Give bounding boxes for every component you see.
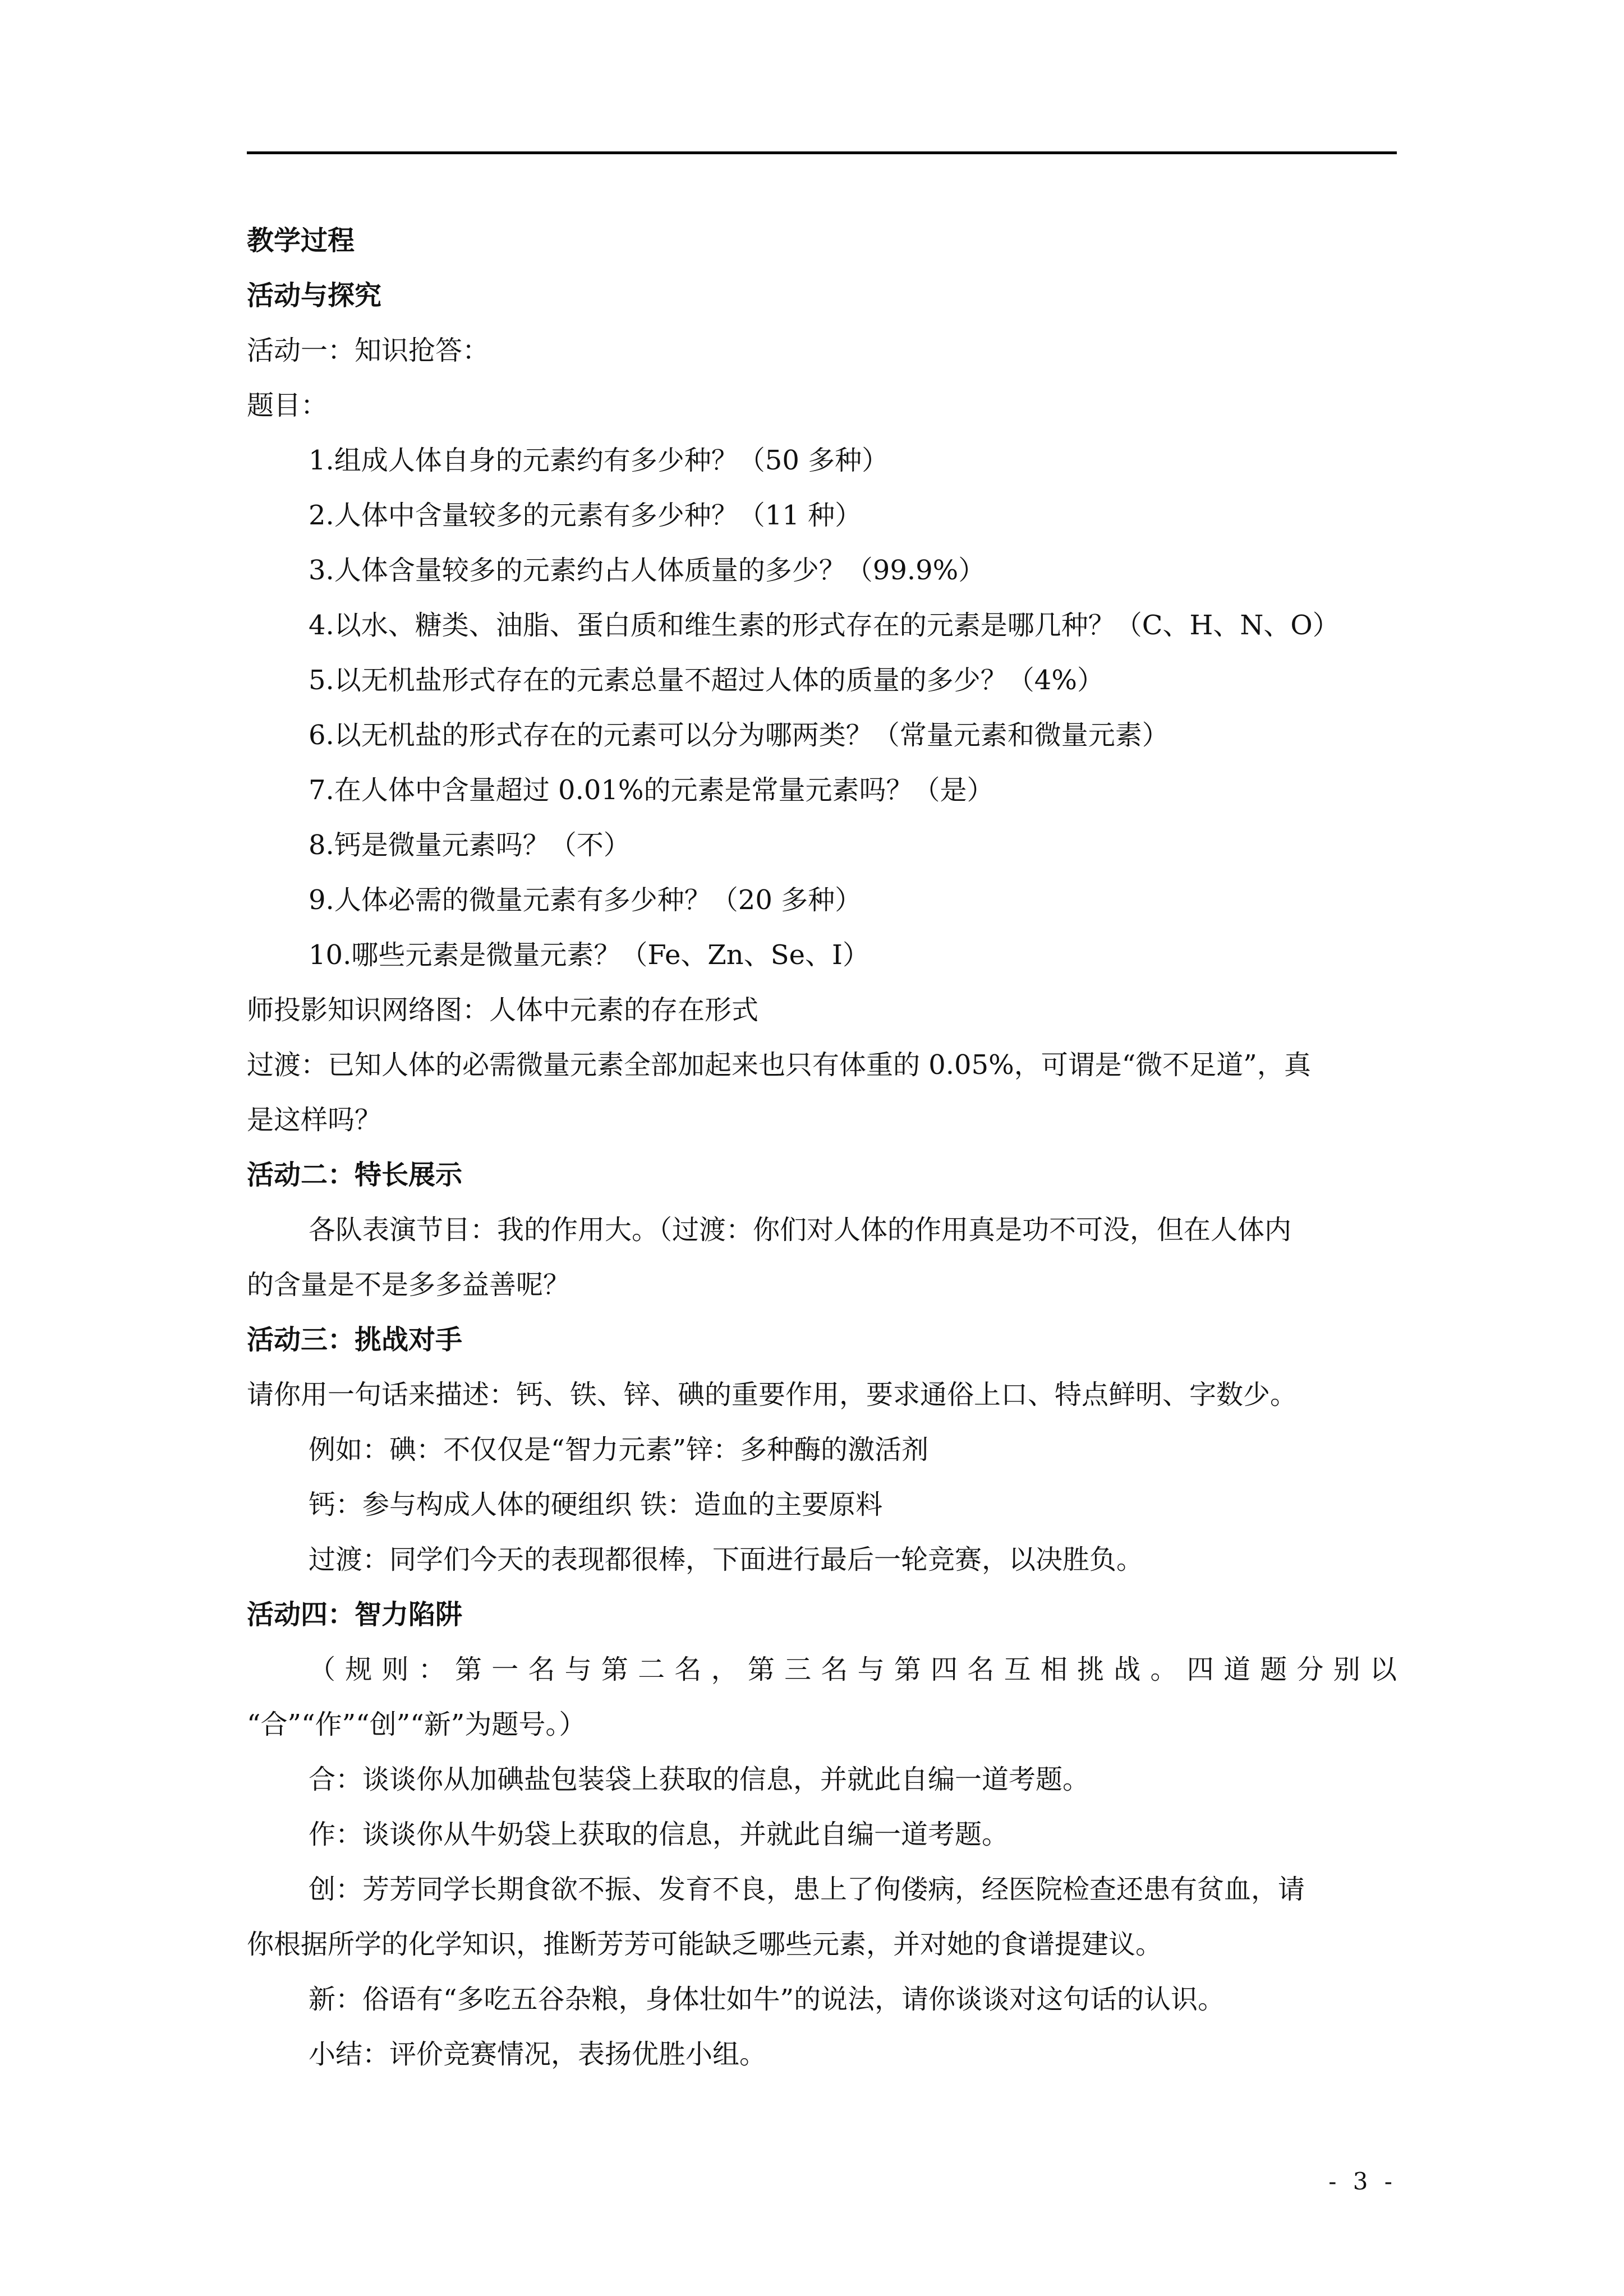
activity4-rules-line1: （规则：第一名与第二名，第三名与第四名互相挑战。四道题分别以 — [309, 1654, 1397, 1685]
activity4-item-he: 合：谈谈你从加碘盐包装袋上获取的信息，并就此自编一道考题。 — [309, 1764, 1090, 1795]
transition-text-line2: 是这样吗？ — [247, 1104, 382, 1136]
question-list — [247, 433, 1397, 983]
question-item: 5.以无机盐形式存在的元素总量不超过人体的质量的多少？（4%） — [309, 665, 1104, 696]
activity3-heading: 活动三：挑战对手 — [247, 1324, 463, 1356]
question-item: 9.人体必需的微量元素有多少种？（20 多种） — [309, 884, 862, 916]
activity3-example1: 例如：碘：不仅仅是“智力元素”锌：多种酶的激活剂 — [309, 1434, 929, 1465]
activity3-example2: 钙：参与构成人体的硬组织 铁：造血的主要原料 — [309, 1489, 883, 1520]
question-item: 8.钙是微量元素吗？（不） — [309, 829, 631, 861]
question-item: 2.人体中含量较多的元素有多少种？（11 种） — [309, 500, 862, 531]
questions-label: 题目： — [247, 390, 328, 421]
activity4-item-zuo: 作：谈谈你从牛奶袋上获取的信息，并就此自编一道考题。 — [309, 1819, 1009, 1850]
question-item: 1.组成人体自身的元素约有多少种？（50 多种） — [309, 445, 889, 476]
activity4-item-chuang-line2: 你根据所学的化学知识，推断芳芳可能缺乏哪些元素，并对她的食谱提建议。 — [247, 1929, 1163, 1960]
question-item: 3.人体含量较多的元素约占人体质量的多少？（99.9%） — [309, 555, 986, 586]
activity1-label: 活动一：知识抢答： — [247, 335, 490, 366]
activity2-heading: 活动二：特长展示 — [247, 1159, 463, 1191]
activity3-prompt: 请你用一句话来描述：钙、铁、锌、碘的重要作用，要求通俗上口、特点鲜明、字数少。 — [247, 1379, 1298, 1410]
question-item: 7.在人体中含量超过 0.01%的元素是常量元素吗？（是） — [309, 774, 994, 806]
document-title: 教学过程 — [247, 225, 355, 256]
page-number: - 3 - — [1328, 2168, 1397, 2195]
document-body — [247, 213, 1397, 2082]
section-heading: 活动与探究 — [247, 280, 382, 311]
question-item: 4.以水、糖类、油脂、蛋白质和维生素的形式存在的元素是哪几种？（C、H、N、O） — [309, 610, 1340, 641]
activity4-summary: 小结：评价竞赛情况，表扬优胜小组。 — [309, 2039, 767, 2070]
activity4-item-chuang-line1: 创：芳芳同学长期食欲不振、发育不良，患上了佝偻病，经医院检查还患有贫血，请 — [309, 1874, 1305, 1905]
question-item: 10.哪些元素是微量元素？（Fe、Zn、Se、I） — [309, 939, 869, 971]
activity4-item-xin: 新：俗语有“多吃五谷杂粮，身体壮如牛”的说法，请你谈谈对这句话的认识。 — [309, 1984, 1225, 2015]
activity4-heading: 活动四：智力陷阱 — [247, 1599, 463, 1630]
activity2-text-line2: 的含量是不是多多益善呢？ — [247, 1269, 571, 1301]
question-item: 6.以无机盐的形式存在的元素可以分为哪两类？（常量元素和微量元素） — [309, 720, 1169, 751]
transition-text-line1: 过渡：已知人体的必需微量元素全部加起来也只有体重的 0.05%，可谓是“微不足道”，真 — [247, 1049, 1311, 1081]
activity3-transition: 过渡：同学们今天的表现都很棒，下面进行最后一轮竞赛，以决胜负。 — [309, 1544, 1144, 1575]
projection-text: 师投影知识网络图：人体中元素的存在形式 — [247, 994, 759, 1026]
activity2-text-line1: 各队表演节目：我的作用大。（过渡：你们对人体的作用真是功不可没，但在人体内 — [309, 1214, 1292, 1246]
header-rule — [247, 151, 1397, 154]
activity4-rules-line2: “合”“作”“创”“新”为题号。） — [247, 1709, 586, 1740]
